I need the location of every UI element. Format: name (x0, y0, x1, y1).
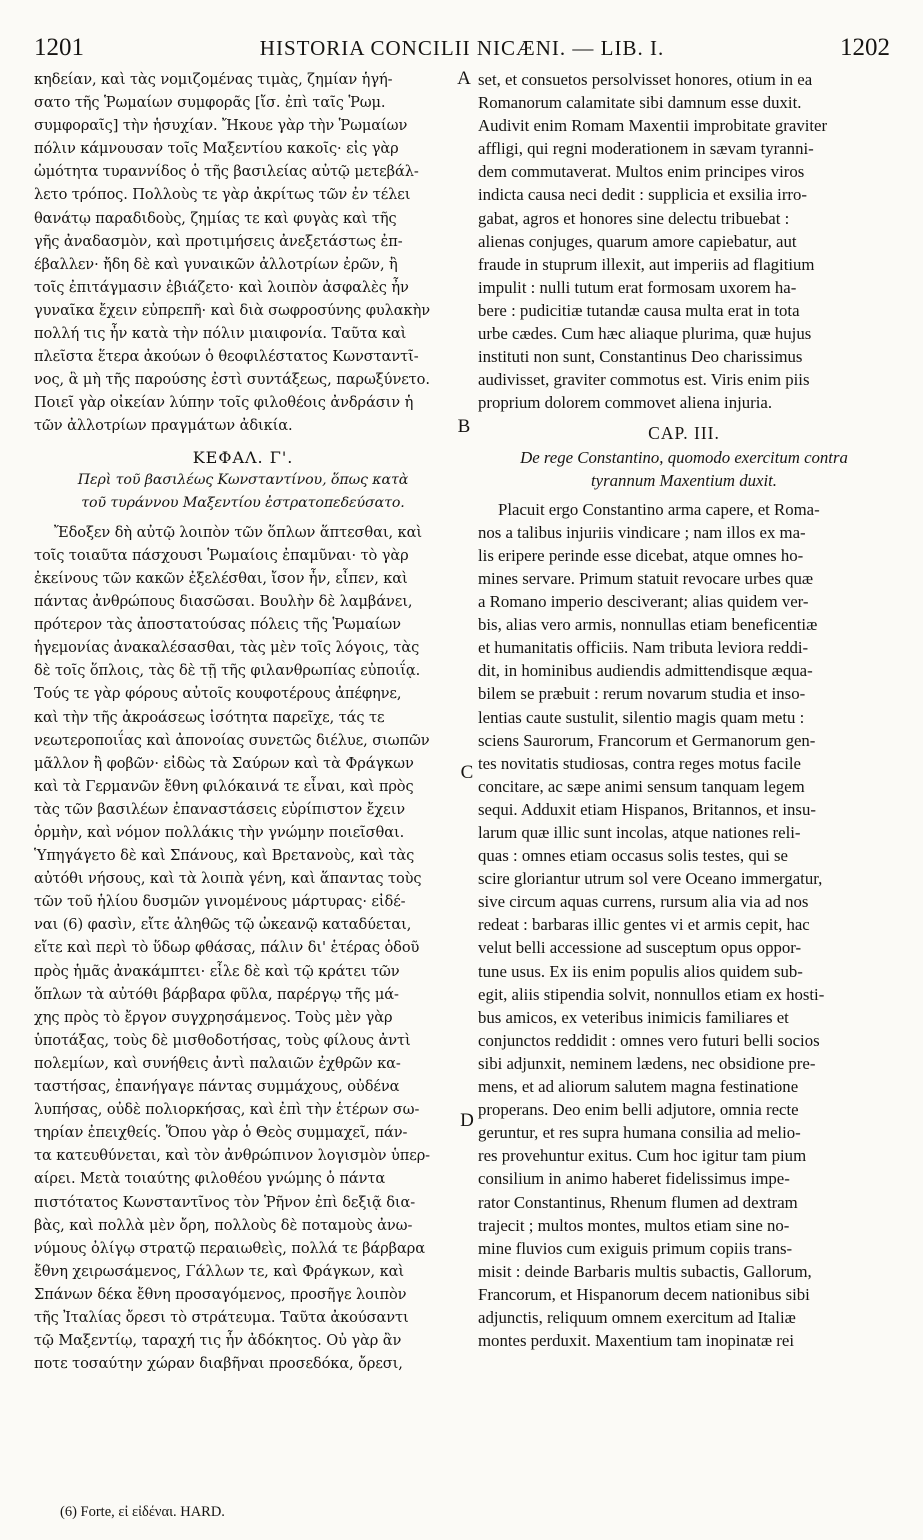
greek-text-line: ὑποτάξας, τοὺς δὲ μισθοδοτήσας, τοὺς φίλους ἀντὶ (34, 1031, 411, 1049)
greek-text-line: καὶ τὰ Γερμανῶν ἔθνη φιλόκαινά τε εἶναι, καὶ πρὸς (34, 777, 414, 795)
greek-text-line: ναι (6) φασὶν, εἴτε ἀληθῶς τῷ ὠκεανῷ καταδύεται, (34, 916, 412, 934)
latin-text-line: set, et consuetos persolvisset honores, otium in ea (478, 70, 813, 89)
greek-text-line: καὶ τὴν τῆς ἀκροάσεως ἰσότητα παρεῖχε, τάς τε (34, 708, 385, 726)
greek-text-line: τῷ Μαξεντίῳ, ταραχή τις ἦν ἀδόκητος. Οὐ γὰρ ἂν (34, 1332, 402, 1350)
latin-text-line: concitare, ac sæpe animi sensum tanquam legem (478, 776, 805, 796)
greek-text-line: αὐτόθι νήσους, καὶ τὰ λοιπὰ γένη, καὶ ἅπαντας τοὺς (34, 870, 422, 888)
running-title: HISTORIA CONCILII NICÆNI. — LIB. I. (259, 36, 665, 60)
greek-text-line: νεωτεροποιΐας καὶ ἀπονοίας συνετῶς διέλυε, σιωπῶν (34, 731, 430, 749)
latin-chapter-subtitle: De rege Constantino, quomodo exercitum contra (520, 447, 848, 467)
greek-text-line: πάντας ἀνθρώπους διασῶσαι. Βουλὴν δὲ λαμβάνει, (34, 593, 413, 611)
greek-text-line: ἡγεμονίας ἀνακαλέσασθαι, τὰς μὲν τοῖς λόγοις, τὰς (34, 639, 420, 657)
latin-text-line: redeat : barbaras illic gentes vi et armis cepit, hac (478, 915, 810, 935)
latin-text-line: montes perduxit. Maxentium tam inopinatæ rei (478, 1331, 794, 1351)
greek-text-line: Ὑπηγάγετο δὲ καὶ Σπάνους, καὶ Βρετανοὺς, καὶ τὰς (34, 847, 415, 865)
greek-text-line: τα κατευθύνεται, καὶ τὸν ἀνθρώπινον λογισμὸν ὑπερ- (34, 1147, 431, 1165)
greek-text-line: βὰς, καὶ πολλὰ μὲν ὄρη, πολλοὺς δὲ ποταμοὺς ἀνω- (34, 1216, 413, 1234)
latin-text-line: alienas conjuges, quarum amore capiebatur, aut (478, 231, 797, 251)
greek-text-line: Σπάνων δέκα ἔθνη προσαγόμενος, προσῆγε λοιπὸν (34, 1285, 407, 1303)
latin-text-line: lis eripere perinde esse dicebat, atque omnes ho- (478, 545, 804, 565)
latin-text-line: affligi, qui regni moderationem in sævam tyranni- (478, 139, 814, 159)
greek-text-line: ταστήσας, ἐπανήγαγε πάντας συμμάχους, οὐδένα (34, 1078, 400, 1096)
latin-text-line: mens, et ad aliorum salutem magna festinatione (478, 1077, 799, 1097)
greek-column (34, 68, 452, 1375)
latin-column (478, 68, 890, 1352)
latin-text-line: geruntur, et res supra humana consilia ad melio- (478, 1123, 801, 1143)
greek-text-line: ὠμότητα τυραννίδος ὁ τῆς βασιλείας αὐτῷ μετεβάλ- (34, 163, 419, 181)
page-number-left: 1201 (34, 34, 84, 61)
greek-text-line: εἴτε καὶ περὶ τὸ ὕδωρ φθάσας, πάλιν δι' ἑτέρας ὁδοῦ (34, 939, 420, 957)
latin-text-line: bere : pudicitiæ tutandæ causa multa erat in tota (478, 300, 800, 320)
latin-text-line: dem commutaverat. Multos enim principes viros (478, 162, 805, 182)
latin-text-line: et humanitatis officiis. Nam tributa leviora reddi- (478, 638, 809, 658)
margin-letter-d: D (460, 1110, 474, 1131)
latin-text-line: tes novitatis studiosas, contra reges motus facile (478, 753, 801, 773)
latin-text-line: quas : omnes etiam occasus solis testes, qui se (478, 846, 788, 866)
latin-text-line: impulit : nulli tutum erat formosam uxorem ha- (478, 277, 797, 297)
latin-text-line: scire gloriantur utrum sol vere Oceano immergatur, (478, 869, 823, 889)
latin-text-line: audivisset, graviter commotus est. Viris enim piis (478, 370, 810, 390)
greek-text-line: μᾶλλον ἢ φοβῶν· εἰδὼς τὰ Σαύρων καὶ τὰ Φράγκων (34, 754, 414, 772)
latin-text-line: conjunctos reddidit : omnes vero futuri belli socios (478, 1030, 820, 1050)
latin-text-line: Francorum, et Hispanorum decem nationibus sibi (478, 1284, 810, 1304)
greek-text-line: πιστότατος Κωνσταντῖνος τὸν Ῥῆνον ἐπὶ δεξιᾷ δια- (34, 1193, 416, 1211)
greek-text-line: γυναῖκα ἔχειν εὐπρεπῆ· καὶ διὰ σωφροσύνης φυλακὴν (34, 301, 430, 319)
latin-text-line: dit, in hominibus audiendis admittendisque æqua- (478, 661, 813, 681)
latin-text-line: mines servare. Primum statuit revocare urbes quæ (478, 568, 814, 588)
latin-text-line: lentias caute sustulit, silentio magis quam metu : (478, 707, 805, 727)
latin-text-line: a Romano imperio desciverant; alias quidem ver- (478, 592, 809, 612)
running-header (34, 34, 890, 64)
greek-text-line: χης πρὸς τὸ ἔργον συγχρησάμενος. Τοὺς μὲν γὰρ (34, 1008, 393, 1026)
greek-chapter-heading: ΚΕΦΑΛ. Γ'. (192, 447, 294, 467)
greek-text-line: πλεῖστα ἕτερα ἀκούων ὁ θεοφιλέστατος Κωνσταντῖ- (34, 348, 419, 366)
latin-text-line: consilium in animo haberet fidelissimus impe- (478, 1169, 790, 1189)
latin-text-line: fraude in stuprum illexit, aut imperiis ad flagitium (478, 254, 815, 274)
greek-text-line: πρότερον τὰς ἀποστατούσας πόλεις τῆς Ῥωμαίων (34, 616, 401, 634)
greek-text-line: δὲ τοῖς ὅπλοις, τὰς δὲ τῇ τῆς φιλανθρωπίας εὐποιΐᾳ. (34, 662, 421, 680)
latin-text-line: properans. Deo enim belli adjutore, omnia recte (478, 1100, 799, 1120)
greek-chapter-subtitle: τοῦ τυράννου Μαξεντίου ἐστρατοπεδεύσατο. (81, 494, 405, 511)
greek-text-line: τοῖς ἐπιτάγμασιν ἐβιάζετο· καὶ λοιπὸν ἀσφαλὲς ἦν (34, 278, 409, 296)
latin-text-line: bilem se præbuit : rerum novarum studia et inso- (478, 684, 806, 704)
latin-text-line: Romanorum calamitate sibi damnum esse duxit. (478, 93, 802, 113)
greek-text-line: ἔθνη χειρωσάμενος, Γάλλων τε, καὶ Φράγκων, καὶ (34, 1262, 404, 1280)
latin-chapter-subtitle: tyrannum Maxentium duxit. (591, 470, 777, 490)
greek-text-line: συμφοραῖς] τὴν ἡσυχίαν. Ἤκουε γὰρ τὴν Ῥωμαίων (34, 117, 408, 135)
latin-text-line: adjunctis, reliquum omnem exercitum ad Italiæ (478, 1307, 796, 1327)
greek-text-line: σατο τῆς Ῥωμαίων συμφορᾶς [ἴσ. ἐπὶ ταῖς Ῥωμ. (34, 94, 386, 112)
greek-text-line: Ἔδοξεν δὴ αὐτῷ λοιπὸν τῶν ὅπλων ἅπτεσθαι, καὶ (54, 523, 422, 541)
latin-text-line: Audivit enim Romam Maxentii improbitate graviter (478, 116, 828, 136)
margin-letter-b: B (457, 416, 471, 437)
latin-chapter-heading: CAP. III. (648, 423, 720, 444)
margin-letter-c: C (460, 762, 474, 783)
latin-text-line: sive circum aquas currens, rursum alia via ad nos (478, 892, 809, 912)
greek-text-line: Ποιεῖ γὰρ οἰκείαν λύπην τοῖς φιλοθέοις ἀνδράσιν ἡ (34, 394, 414, 412)
greek-text-line: νος, ἃ μὴ τῆς παρούσης ἐστὶ συντάξεως, παρωξύνετο. (34, 371, 430, 389)
greek-text-line: λυπήσας, οὐδὲ πολιορκήσας, καὶ ἐπὶ τὴν ἑτέρων σω- (34, 1101, 420, 1119)
footnote: (6) Forte, εἰ εἰδέναι. HARD. (60, 1504, 225, 1520)
latin-text-line: bus amicos, ex veteribus inimicis familiares et (478, 1007, 789, 1027)
latin-text-line: nos a talibus injuriis vindicare ; nam illos ex ma- (478, 522, 806, 542)
greek-text-line: τῶν τοῦ ἡλίου δυσμῶν γινομένους μάρτυρας· εἰδέ- (34, 893, 406, 911)
page-number-right: 1202 (840, 34, 890, 61)
latin-text-line: instituti non sunt, Constantinus Deo charissimus (478, 347, 803, 367)
greek-text-line: κηδείαν, καὶ τὰς νομιζομένας τιμὰς, ζημίαν ἡγή- (34, 71, 393, 88)
greek-text-line: έβαλλεν· ἤδη δὲ καὶ γυναικῶν ἀλλοτρίων ἐρῶν, ἢ (34, 255, 398, 273)
greek-text-line: ἐκείνους τῶν κακῶν ἐξελέσθαι, ἴσον ἦν, εἶπεν, καὶ (34, 569, 408, 587)
greek-text-line: θανάτῳ παραδιδοὺς, ζημίας τε καὶ φυγὰς καὶ τῆς (34, 209, 397, 227)
latin-text-line: larum quæ illic sunt incolas, atque nationes reli- (478, 823, 801, 842)
greek-text-line: τὰς τῶν βασιλέων ἐπαναστάσεις εὐρίπιστον ἔχειν (34, 800, 405, 818)
latin-text-line: tune usus. Ex iis enim populis alios quidem sub- (478, 961, 803, 981)
greek-text-line: πόλιν κάμνουσαν τοῖς Μαξεντίου κακοῖς· εἰς γὰρ (34, 140, 399, 158)
latin-text-line: sequi. Adduxit etiam Hispanos, Britannos, et insu- (478, 799, 816, 819)
latin-text-line: misit : deinde Barbaris multis subactis, Gallorum, (478, 1261, 812, 1281)
greek-text-line: γῆς ἀναδασμὸν, καὶ προτιμήσεις ἀνεξετάστως ἐπ- (34, 232, 403, 250)
greek-text-line: ποτε τοσαύτην χώραν διαβῆναι προσεδόκα, ὄρεσι, (34, 1355, 403, 1373)
greek-text-line: ὁρμὴν, καὶ νόμον πολλάκις τὴν γνώμην ποιεῖσθαι. (34, 824, 405, 841)
greek-text-line: αίρει. Μετὰ τοιαύτης φιλοθέου γνώμης ὁ πάντα (34, 1170, 386, 1188)
greek-chapter-subtitle: Περὶ τοῦ βασιλέως Κωνσταντίνου, ὅπως κατὰ (77, 471, 409, 488)
greek-text-line: πολλή τις ἦν κατὰ τὴν πόλιν μιαιφονία. Ταῦτα καὶ (34, 325, 407, 343)
greek-text-line: νύμους ὀλίγῳ στρατῷ περαιωθεὶς, πολλά τε βάρβαρα (34, 1239, 425, 1257)
greek-text-line: λετο τρόπος. Πολλοὺς τε γὰρ ἀκρίτως τῶν ἐν τέλει (34, 186, 411, 204)
latin-text-line: proprium dolorem commovet aliena injuria. (478, 393, 773, 413)
latin-text-line: Placuit ergo Constantino arma capere, et Roma- (498, 499, 820, 519)
latin-text-line: trajecit ; multos montes, multos etiam sine no- (478, 1215, 790, 1235)
latin-text-line: mine fluvios cum exiguis primum copiis trans- (478, 1238, 793, 1258)
latin-text-line: indicta causa neci dedit : supplicia et exsilia irro- (478, 185, 807, 205)
latin-text-line: urbe cædes. Cum hæc aliaque plurima, quæ hujus (478, 324, 812, 344)
latin-text-line: sciens Saurorum, Francorum et Germanorum gen- (478, 730, 816, 750)
latin-text-line: egit, aliis stipendia solvit, nonnullos etiam ex hosti- (478, 984, 825, 1004)
latin-text-line: bis, alias vero armis, nonnullas etiam beneficentiæ (478, 615, 818, 635)
greek-text-line: πρὸς ἡμᾶς ἀνακάμπτει· εἷλε δὲ καὶ τῷ κράτει τῶν (34, 962, 400, 980)
latin-text-line: gabat, agros et honores sine delectu tribuebat : (478, 208, 790, 228)
latin-text-line: velut belli accessione ad susceptum opus oppor- (478, 938, 802, 958)
greek-text-line: τοῖς τοιαῦτα πάσχουσι Ῥωμαίοις ἐπαμῦναι· τὸ γὰρ (34, 546, 409, 564)
greek-text-line: πολεμίων, καὶ συνήθεις ἀντὶ παλαιῶν ἐχθρῶν κα- (34, 1054, 401, 1072)
greek-text-line: τηρίαν ἐπειχθείς. Ὅπου γὰρ ὁ Θεὸς συμμαχεῖ, πάν- (34, 1124, 408, 1142)
greek-text-line: Τούς τε γὰρ φόρους αὐτοῖς κουφοτέρους ἀπέφηνε, (34, 685, 402, 703)
margin-letter-a: A (457, 68, 471, 89)
latin-text-line: rator Constantinus, Rhenum flumen ad dextram (478, 1192, 798, 1212)
greek-text-line: τῆς Ἰταλίας ὄρεσι τὸ στράτευμα. Ταῦτα ἀκούσαντι (34, 1308, 409, 1326)
greek-text-line: τῶν ἀλλοτρίων πραγμάτων ἀδικία. (34, 417, 293, 435)
greek-text-line: ὅπλων τὰ αὐτόθι βάρβαρα φῦλα, παρέργῳ τῆς μά- (34, 985, 399, 1003)
latin-text-line: res provehuntur exitus. Cum hoc igitur tam pium (478, 1146, 807, 1166)
latin-text-line: sibi adjunxit, neminem lædens, nec obsidione pre- (478, 1053, 816, 1073)
